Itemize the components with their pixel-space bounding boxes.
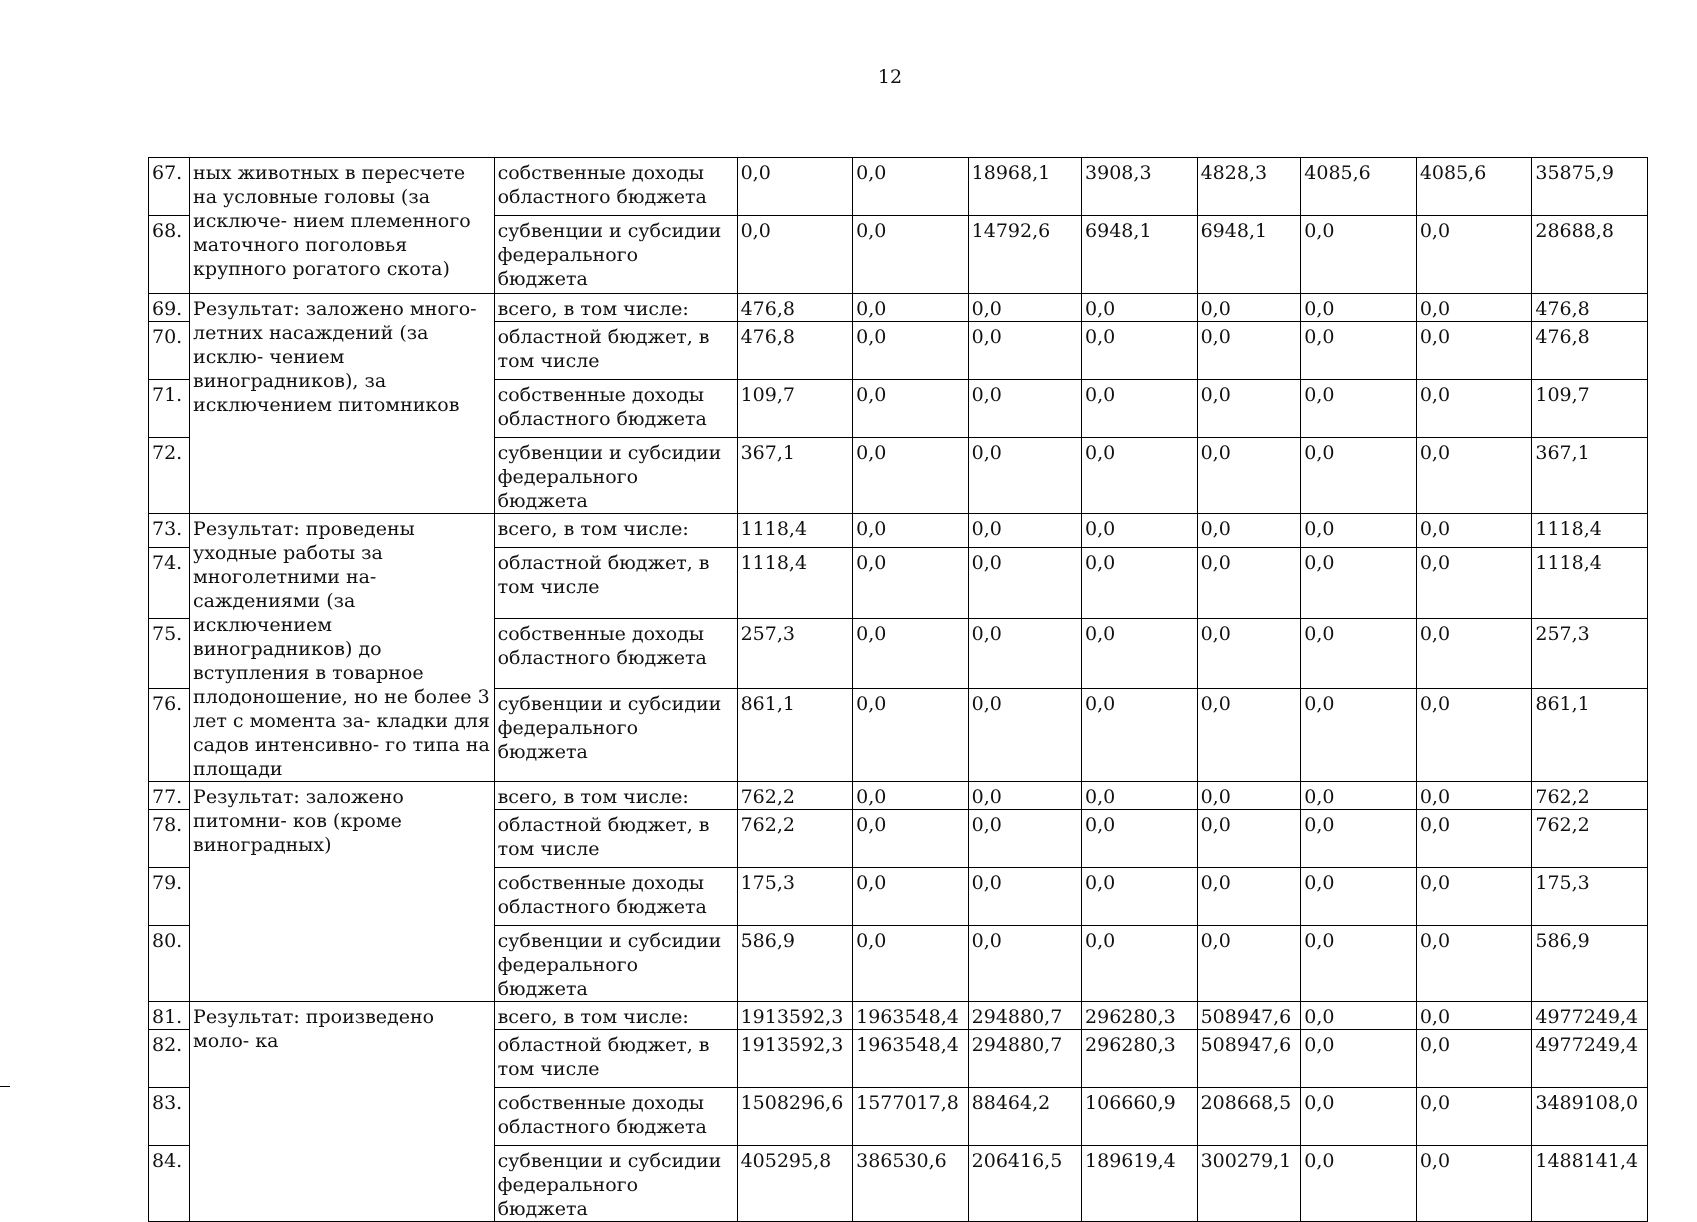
value-cell: 762,2 [737,810,853,868]
value-cell: 0,0 [853,618,969,689]
value-cell: 0,0 [853,810,969,868]
value-cell: 0,0 [853,158,969,216]
funding-source: собственные доходы областного бюджета [494,618,737,689]
value-cell: 1913592,3 [737,1030,853,1088]
result-description: Результат: заложено много- летних насаждений (за исклю- чением виноградников), за исключением питомников [190,294,495,514]
row-number: 84. [149,1146,190,1222]
funding-source: областной бюджет, в том числе [494,1030,737,1088]
value-cell: 18968,1 [968,158,1081,216]
value-cell: 0,0 [1416,868,1532,926]
value-cell: 0,0 [1082,322,1198,380]
row-number: 72. [149,438,190,514]
value-cell: 0,0 [968,548,1081,619]
value-cell: 0,0 [1416,380,1532,438]
value-cell: 0,0 [1416,926,1532,1002]
funding-source: собственные доходы областного бюджета [494,380,737,438]
value-cell: 0,0 [968,438,1081,514]
value-cell: 0,0 [1197,548,1301,619]
value-cell: 0,0 [1082,868,1198,926]
value-cell: 6948,1 [1197,216,1301,294]
value-cell: 257,3 [737,618,853,689]
funding-source: собственные доходы областного бюджета [494,158,737,216]
value-cell: 0,0 [1301,438,1417,514]
value-cell: 0,0 [853,380,969,438]
value-cell: 0,0 [1416,294,1532,322]
value-cell: 294880,7 [968,1030,1081,1088]
value-cell: 0,0 [853,782,969,810]
value-cell: 0,0 [968,294,1081,322]
row-number: 78. [149,810,190,868]
value-cell: 1118,4 [737,514,853,548]
value-cell: 476,8 [1532,322,1648,380]
row-number: 79. [149,868,190,926]
value-cell: 0,0 [1082,294,1198,322]
value-cell: 762,2 [1532,810,1648,868]
value-cell: 0,0 [1301,618,1417,689]
edge-mark [0,1086,10,1087]
row-number: 69. [149,294,190,322]
value-cell: 0,0 [1416,1030,1532,1088]
value-cell: 0,0 [968,926,1081,1002]
value-cell: 0,0 [1082,782,1198,810]
value-cell: 0,0 [968,810,1081,868]
value-cell: 0,0 [1301,1030,1417,1088]
value-cell: 0,0 [853,514,969,548]
row-number: 77. [149,782,190,810]
value-cell: 4977249,4 [1532,1030,1648,1088]
value-cell: 0,0 [1416,216,1532,294]
result-description: Результат: проведены уходные работы за многолетними на- саждениями (за исключением виноградников) до вступления в товарное плодоношение, но не более 3 лет с момента за- кладки для садов интенсивно- го типа на площади [190,514,495,782]
funding-source: областной бюджет, в том числе [494,322,737,380]
value-cell: 1913592,3 [737,1002,853,1030]
value-cell: 586,9 [1532,926,1648,1002]
result-description: ных животных в пересчете на условные головы (за исключе- нием племенного маточного поголовья крупного рогатого скота) [190,158,495,294]
value-cell: 861,1 [1532,689,1648,782]
value-cell: 0,0 [1301,810,1417,868]
value-cell: 0,0 [1082,810,1198,868]
value-cell: 0,0 [853,322,969,380]
value-cell: 0,0 [1082,514,1198,548]
value-cell: 0,0 [737,216,853,294]
value-cell: 762,2 [1532,782,1648,810]
value-cell: 0,0 [1301,514,1417,548]
value-cell: 0,0 [968,380,1081,438]
value-cell: 0,0 [1082,689,1198,782]
row-number: 67. [149,158,190,216]
funding-source: всего, в том числе: [494,514,737,548]
value-cell: 0,0 [1197,514,1301,548]
value-cell: 0,0 [853,438,969,514]
value-cell: 3908,3 [1082,158,1198,216]
value-cell: 0,0 [1197,810,1301,868]
value-cell: 4085,6 [1416,158,1532,216]
value-cell: 0,0 [1197,294,1301,322]
value-cell: 0,0 [853,689,969,782]
value-cell: 0,0 [1416,618,1532,689]
funding-source: всего, в том числе: [494,782,737,810]
value-cell: 0,0 [1301,322,1417,380]
value-cell: 257,3 [1532,618,1648,689]
row-number: 71. [149,380,190,438]
row-number: 73. [149,514,190,548]
value-cell: 861,1 [737,689,853,782]
value-cell: 0,0 [1082,548,1198,619]
value-cell: 0,0 [1301,380,1417,438]
value-cell: 296280,3 [1082,1030,1198,1088]
value-cell: 300279,1 [1197,1146,1301,1222]
value-cell: 0,0 [1416,689,1532,782]
funding-source: субвенции и субсидии федерального бюджета [494,689,737,782]
value-cell: 0,0 [1416,1088,1532,1146]
value-cell: 1963548,4 [853,1002,969,1030]
value-cell: 0,0 [1416,514,1532,548]
value-cell: 586,9 [737,926,853,1002]
value-cell: 0,0 [853,294,969,322]
value-cell: 0,0 [1197,689,1301,782]
value-cell: 1118,4 [737,548,853,619]
value-cell: 0,0 [968,782,1081,810]
value-cell: 0,0 [1301,782,1417,810]
row-number: 76. [149,689,190,782]
value-cell: 0,0 [853,926,969,1002]
value-cell: 762,2 [737,782,853,810]
table-row [149,1002,1648,1030]
value-cell: 35875,9 [1532,158,1648,216]
value-cell: 0,0 [1416,1002,1532,1030]
value-cell: 405295,8 [737,1146,853,1222]
value-cell: 476,8 [737,294,853,322]
value-cell: 0,0 [968,514,1081,548]
value-cell: 0,0 [1082,926,1198,1002]
value-cell: 386530,6 [853,1146,969,1222]
value-cell: 0,0 [1301,294,1417,322]
value-cell: 1118,4 [1532,548,1648,619]
value-cell: 14792,6 [968,216,1081,294]
value-cell: 0,0 [1301,1002,1417,1030]
value-cell: 0,0 [1197,322,1301,380]
value-cell: 1488141,4 [1532,1146,1648,1222]
value-cell: 0,0 [1301,868,1417,926]
value-cell: 0,0 [968,322,1081,380]
value-cell: 0,0 [1082,618,1198,689]
value-cell: 0,0 [1416,438,1532,514]
page-number: 12 [877,66,903,88]
row-number: 82. [149,1030,190,1088]
value-cell: 476,8 [737,322,853,380]
row-number: 75. [149,618,190,689]
value-cell: 508947,6 [1197,1002,1301,1030]
table-row [149,514,1648,548]
value-cell: 0,0 [1416,782,1532,810]
value-cell: 1118,4 [1532,514,1648,548]
value-cell: 0,0 [1082,438,1198,514]
value-cell: 4828,3 [1197,158,1301,216]
value-cell: 106660,9 [1082,1088,1198,1146]
value-cell: 6948,1 [1082,216,1198,294]
value-cell: 0,0 [1301,216,1417,294]
funding-source: субвенции и субсидии федерального бюджета [494,438,737,514]
value-cell: 508947,6 [1197,1030,1301,1088]
value-cell: 367,1 [737,438,853,514]
value-cell: 0,0 [968,689,1081,782]
value-cell: 0,0 [853,868,969,926]
value-cell: 0,0 [1197,782,1301,810]
value-cell: 206416,5 [968,1146,1081,1222]
value-cell: 1508296,6 [737,1088,853,1146]
value-cell: 0,0 [1416,1146,1532,1222]
value-cell: 175,3 [737,868,853,926]
value-cell: 3489108,0 [1532,1088,1648,1146]
funding-source: субвенции и субсидии федерального бюджета [494,216,737,294]
value-cell: 0,0 [1197,380,1301,438]
value-cell: 0,0 [1197,926,1301,1002]
funding-source: субвенции и субсидии федерального бюджета [494,926,737,1002]
funding-source: собственные доходы областного бюджета [494,1088,737,1146]
value-cell: 0,0 [1301,926,1417,1002]
table-row [149,782,1648,810]
value-cell: 0,0 [1416,810,1532,868]
value-cell: 109,7 [737,380,853,438]
value-cell: 0,0 [1416,322,1532,380]
budget-table [148,157,1648,1222]
value-cell: 208668,5 [1197,1088,1301,1146]
row-number: 80. [149,926,190,1002]
value-cell: 0,0 [1197,868,1301,926]
value-cell: 0,0 [737,158,853,216]
value-cell: 0,0 [1416,548,1532,619]
value-cell: 0,0 [1301,1146,1417,1222]
value-cell: 0,0 [1301,548,1417,619]
value-cell: 4977249,4 [1532,1002,1648,1030]
result-description: Результат: произведено моло- ка [190,1002,495,1222]
value-cell: 189619,4 [1082,1146,1198,1222]
value-cell: 0,0 [968,618,1081,689]
table-row [149,294,1648,322]
funding-source: областной бюджет, в том числе [494,548,737,619]
value-cell: 88464,2 [968,1088,1081,1146]
value-cell: 0,0 [1197,618,1301,689]
row-number: 83. [149,1088,190,1146]
row-number: 81. [149,1002,190,1030]
funding-source: всего, в том числе: [494,294,737,322]
value-cell: 0,0 [1197,438,1301,514]
table-row [149,158,1648,216]
value-cell: 0,0 [853,548,969,619]
value-cell: 0,0 [1082,380,1198,438]
value-cell: 0,0 [968,868,1081,926]
value-cell: 4085,6 [1301,158,1417,216]
value-cell: 476,8 [1532,294,1648,322]
value-cell: 175,3 [1532,868,1648,926]
value-cell: 0,0 [1301,1088,1417,1146]
result-description: Результат: заложено питомни- ков (кроме виноградных) [190,782,495,1002]
funding-source: субвенции и субсидии федерального бюджета [494,1146,737,1222]
row-number: 74. [149,548,190,619]
funding-source: всего, в том числе: [494,1002,737,1030]
funding-source: собственные доходы областного бюджета [494,868,737,926]
row-number: 70. [149,322,190,380]
value-cell: 109,7 [1532,380,1648,438]
value-cell: 1963548,4 [853,1030,969,1088]
value-cell: 1577017,8 [853,1088,969,1146]
value-cell: 367,1 [1532,438,1648,514]
value-cell: 296280,3 [1082,1002,1198,1030]
value-cell: 0,0 [1301,689,1417,782]
value-cell: 294880,7 [968,1002,1081,1030]
row-number: 68. [149,216,190,294]
funding-source: областной бюджет, в том числе [494,810,737,868]
value-cell: 28688,8 [1532,216,1648,294]
value-cell: 0,0 [853,216,969,294]
